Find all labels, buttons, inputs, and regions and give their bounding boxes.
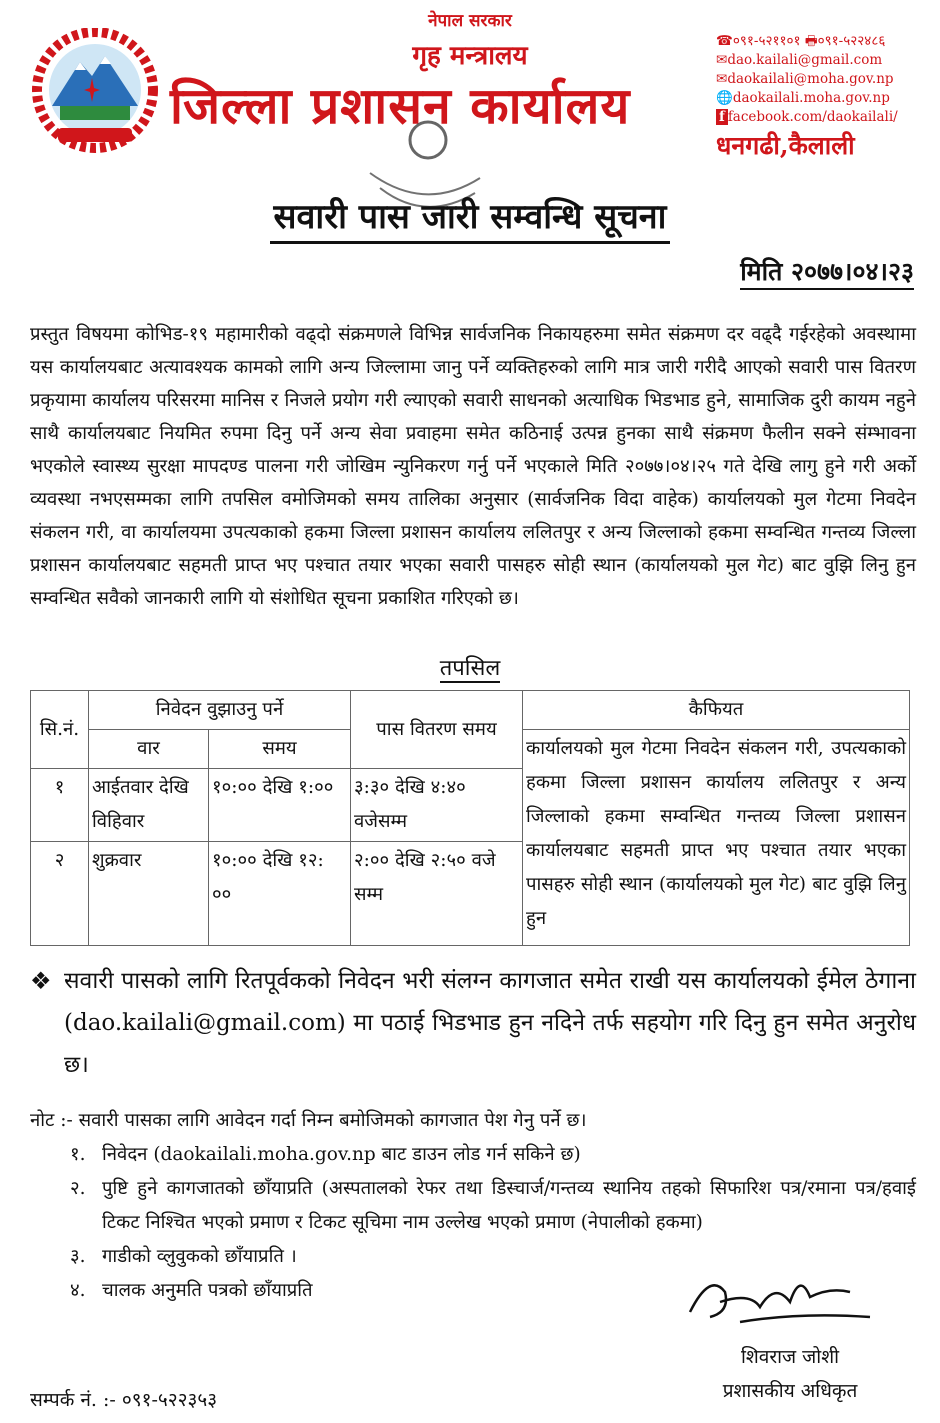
ministry-label: गृह मन्त्रालय [412, 41, 528, 71]
cell-sn: २ [31, 842, 89, 946]
header-sn: सि.नं. [31, 691, 89, 769]
header-distribution: पास वितरण समय [351, 691, 523, 769]
item-number: २. [70, 1178, 86, 1199]
header-day: वार [89, 730, 209, 769]
item-text: चालक अनुमति पत्रको छाँयाप्रति [102, 1280, 313, 1301]
office-name: जिल्ला प्रशासन कार्यालय [170, 76, 631, 135]
mail-icon: ✉ [716, 52, 728, 68]
notice-date: मिति २०७७।०४।२३ [740, 254, 914, 290]
contact-block [716, 32, 898, 127]
globe-icon: 🌐 [716, 90, 733, 106]
signature-icon [680, 1262, 880, 1342]
government-label: नेपाल सरकार [428, 11, 512, 31]
request-paragraph [30, 960, 916, 1086]
phone-number: ०९१-५२११०१ [732, 33, 801, 49]
diamond-bullet-icon: ❖ [30, 967, 52, 995]
notice-title-text: सवारी पास जारी सम्वन्धि सूचना [270, 197, 671, 244]
phone-icon: ☎ [716, 33, 733, 49]
item-number: ४. [70, 1280, 86, 1301]
table-header-row [31, 691, 910, 730]
schedule-table [30, 690, 910, 946]
list-item [70, 1172, 916, 1240]
email-link[interactable]: daokailali@moha.gov.np [727, 71, 894, 87]
notice-title [0, 192, 940, 238]
cell-distribution: २:०० देखि २:५० वजे सम्म [351, 842, 523, 946]
notice-body: प्रस्तुत विषयमा कोभिड-१९ महामारीको वढ्दो संक्रमणले विभिन्न सार्वजनिक निकायहरुमा समेत संक्रमण दर वढ्दै गईरहेको अवस्थामा यस कार्यालयबाट अत्यावश्यक कामको लागि अन्य जिल्लामा जानु पर्ने व्यक्तिहरुको लागि मात्र जारी गरीदै आएको सवारी पास वितरण प्रकृयामा कार्यालय परिसरमा मानिस र निजले प्रयोग गरी ल्याएको सवारी साधनको अत्याधिक भिडभाड हुने, सामाजिक दुरी कायम नहुने साथै कार्यालयबाट नियमित रुपमा दिनु पर्ने अन्य सेवा प्रवाहमा समेत कठिनाई उत्पन्न हुनका साथै संक्रमण फैलीन सक्ने संम्भावना भएकोले स्वास्थ्य सुरक्षा मापदण्ड पालना गरी जोखिम न्युनिकरण गर्नु पर्ने भएकाले मिति २०७७।०४।२५ गते देखि लागु हुने गरी अर्को व्यवस्था नभएसम्मका लागि तपसिल वमोजिमको समय तालिका अनुसार (सार्वजनिक विदा वाहेक) कार्यालयको मुल गेटमा निवदेन संकलन गरी, वा कार्यालयमा उपत्यकाको हकमा जिल्ला प्रशासन कार्यालय ललितपुर र अन्य जिल्लाको हकमा सम्वन्धित गन्तव्य जिल्ला प्रशासन कार्यालयबाट सहमती प्राप्त भए पश्चात तयार भएका सवारी पासहरु सोही स्थान (कार्यालयको मुल गेट) बाट वुझि लिनु हुन सम्वन्धित सवैको जानकारी लागि यो संशोधित सूचना प्रकाशित गरिएको छ। [30, 324, 916, 609]
location-label: धनगढी,कैलाली [716, 131, 855, 160]
item-text: पुष्टि हुने कागजातको छाँयाप्रति (अस्पतालको रेफर तथा डिस्चार्ज/गन्तव्य स्थानिय तहको सिफारिश पत्र/रमाना पत्र/हवाई टिकट निश्चित भएको प्रमाण र टिकट सूचिमा नाम उल्लेख भएको प्रमाण (नेपालीको हकमा) [102, 1178, 916, 1233]
request-text: सवारी पासको लागि रितपूर्वकको निवेदन भरी संलग्न कागजात समेत राखी यस कार्यालयको ईमेल ठेगाना (dao.kailali@gmail.com) मा पठाई भिडभाड हुन नदिने तर्फ सहयोग गरि दिनु हुन समेत अनुरोध छ। [64, 968, 916, 1078]
cell-distribution: ३:३० देखि ४:४० वजेसम्म [351, 769, 523, 842]
remarks-cell: कार्यालयको मुल गेटमा निवदेन संकलन गरी, उपत्यकाको हकमा जिल्ला प्रशासन कार्यालय ललितपुर र अन्य जिल्लाको हकमा सम्वन्धित गन्तव्य जिल्ला प्रशासन कार्यालयबाट सहमती प्राप्त भए पश्चात तयार भएका पासहरु सोही स्थान (कार्यालयको मुल गेट) बाट वुझि लिनु हुन [523, 730, 910, 946]
schedule-heading-text: तपसिल [439, 656, 501, 681]
item-text: गाडीको व्लुवुकको छाँयाप्रति । [102, 1246, 297, 1267]
header-remarks: कैफियत [523, 691, 910, 730]
contact-number: सम्पर्क नं. :- ०९१-५२२३५३ [30, 1389, 218, 1411]
mail-icon: ✉ [716, 71, 728, 87]
item-number: ३. [70, 1246, 86, 1267]
cell-sn: १ [31, 769, 89, 842]
schedule-heading [0, 652, 940, 682]
fax-icon: 🖶 [804, 33, 818, 49]
cell-day: शुक्रवार [89, 842, 209, 946]
cell-day: आईतवार देखि विहिवार [89, 769, 209, 842]
facebook-link[interactable]: facebook.com/daokailali/ [727, 109, 898, 125]
header-application: निवेदन वुझाउनु पर्ने [89, 691, 351, 730]
fax-number: ०९१-५२२४८६ [817, 33, 886, 49]
signatory-block [660, 1340, 920, 1408]
item-text: निवेदन (daokailali.moha.gov.np बाट डाउन लोड गर्न सकिने छ) [102, 1144, 581, 1165]
signatory-name: शिवराज जोशी [740, 1346, 840, 1368]
signatory-designation: प्रशासकीय अधिकृत [722, 1380, 858, 1402]
cell-time: १०:०० देखि १:०० [209, 769, 351, 842]
note-heading: नोट :- सवारी पासका लागि आवेदन गर्दा निम्न बमोजिमको कागजात पेश गेनु पर्ने छ। [30, 1110, 587, 1131]
header-time: समय [209, 730, 351, 769]
cell-time: १०:०० देखि १२: ०० [209, 842, 351, 946]
item-number: १. [70, 1144, 86, 1165]
email-link[interactable]: dao.kailali@gmail.com [727, 52, 883, 68]
facebook-icon: f [716, 109, 728, 125]
list-item [70, 1138, 916, 1172]
website-link[interactable]: daokailali.moha.gov.np [732, 90, 890, 106]
